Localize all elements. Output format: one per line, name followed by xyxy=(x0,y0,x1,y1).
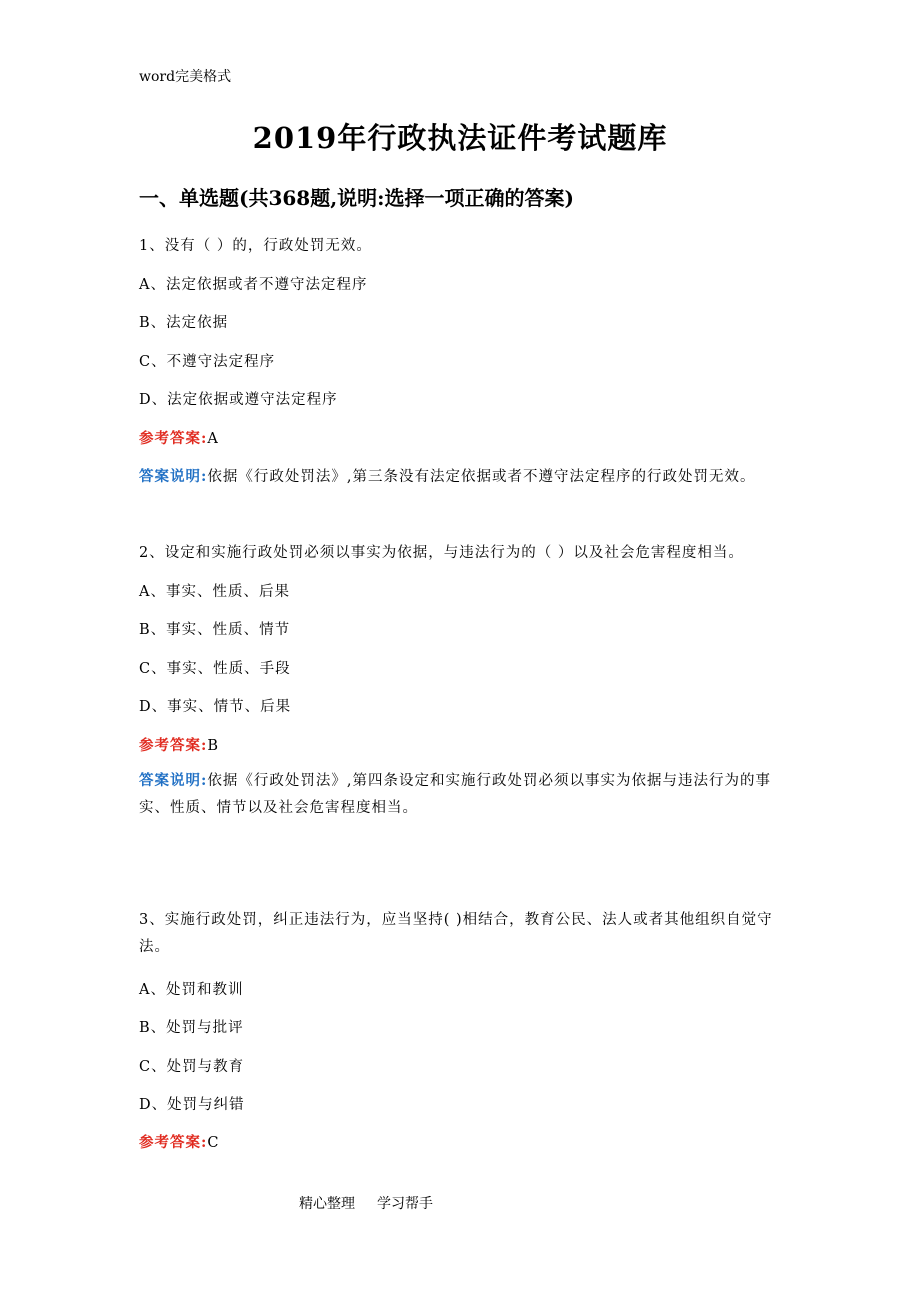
answer-value: C xyxy=(207,1135,220,1151)
section-heading: 一、单选题(共368题,说明:选择一项正确的答案) xyxy=(139,186,575,210)
answer-label: 参考答案: xyxy=(139,737,208,754)
question-2-answer xyxy=(139,734,219,755)
explanation-label: 答案说明: xyxy=(139,772,208,789)
answer-label: 参考答案: xyxy=(139,1134,208,1151)
question-2-explanation xyxy=(139,767,794,822)
footer-text-2: 学习帮手 xyxy=(377,1196,433,1212)
question-2-option-d: D、事实、情节、后果 xyxy=(139,699,292,715)
question-1-answer xyxy=(139,427,219,448)
question-3-option-b: B、处罚与批评 xyxy=(139,1020,244,1036)
question-1-stem: 1、没有（ ）的，行政处罚无效。 xyxy=(139,238,372,254)
answer-value: B xyxy=(207,738,220,754)
footer-text-1: 精心整理 xyxy=(299,1196,355,1212)
question-3-stem: 3、实施行政处罚，纠正违法行为，应当坚持( )相结合，教育公民、法人或者其他组织自觉守法。 xyxy=(139,912,773,955)
question-2-option-b: B、事实、性质、情节 xyxy=(139,622,291,638)
explanation-text: 依据《行政处罚法》,第三条没有法定依据或者不遵守法定程序的行政处罚无效。 xyxy=(207,469,756,485)
explanation-label: 答案说明: xyxy=(139,468,208,485)
explanation-text: 依据《行政处罚法》,第四条设定和实施行政处罚必须以事实为依据与违法行为的事实、性质、情节以及社会危害程度相当。 xyxy=(139,773,771,816)
answer-label: 参考答案: xyxy=(139,430,208,447)
answer-value: A xyxy=(207,431,219,447)
question-2-option-c: C、事实、性质、手段 xyxy=(139,661,291,677)
document-title: 2019年行政执法证件考试题库 xyxy=(252,121,668,155)
question-2-option-a: A、事实、性质、后果 xyxy=(139,584,290,600)
question-1-option-b: B、法定依据 xyxy=(139,315,229,331)
question-1-option-c: C、不遵守法定程序 xyxy=(139,354,276,370)
question-3-option-a: A、处罚和教训 xyxy=(139,982,244,998)
question-2-stem: 2、设定和实施行政处罚必须以事实为依据，与违法行为的（ ）以及社会危害程度相当。 xyxy=(139,545,744,561)
question-1-explanation xyxy=(139,465,755,486)
page-header: word完美格式 xyxy=(139,69,232,85)
question-1-option-d: D、法定依据或遵守法定程序 xyxy=(139,392,338,408)
question-3-answer xyxy=(139,1131,219,1152)
page-footer xyxy=(299,1193,433,1213)
question-3-option-c: C、处罚与教育 xyxy=(139,1059,245,1075)
question-1-option-a: A、法定依据或者不遵守法定程序 xyxy=(139,277,368,293)
question-3-option-d: D、处罚与纠错 xyxy=(139,1097,245,1113)
